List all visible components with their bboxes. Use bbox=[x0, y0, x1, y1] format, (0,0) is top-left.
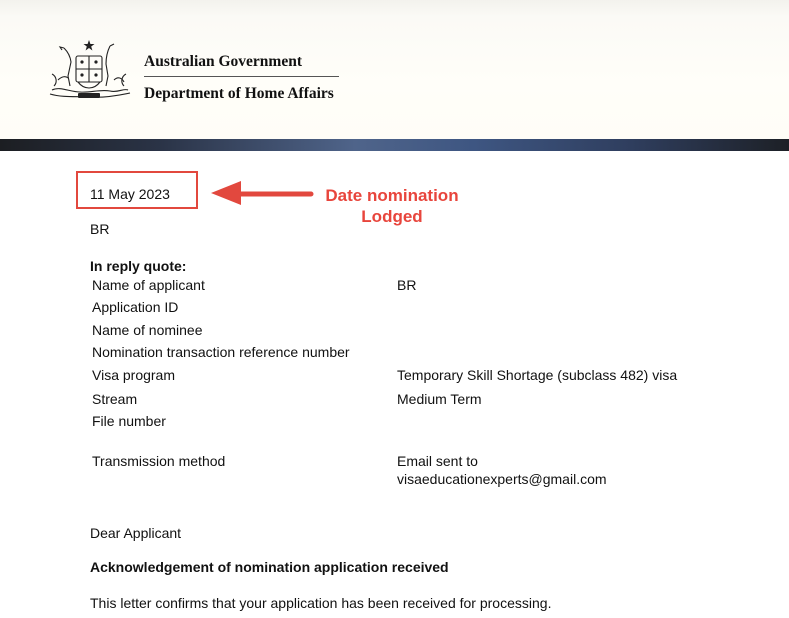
date-annotation bbox=[300, 185, 484, 227]
annotation-line-2: Lodged bbox=[361, 207, 423, 226]
letterhead bbox=[0, 0, 789, 139]
field-label: Visa program bbox=[92, 367, 176, 383]
addressee: BR bbox=[90, 221, 110, 237]
field-label: Name of nominee bbox=[92, 322, 203, 338]
field-value: Medium Term bbox=[397, 391, 482, 407]
field-label: Application ID bbox=[92, 299, 179, 315]
date-highlight-box bbox=[76, 171, 198, 209]
field-label: Stream bbox=[92, 391, 138, 407]
field-label: Name of applicant bbox=[92, 277, 205, 293]
coat-of-arms-icon bbox=[44, 36, 134, 104]
salutation: Dear Applicant bbox=[90, 525, 182, 541]
header-band bbox=[0, 139, 789, 151]
email-address: visaeducationexperts@gmail.com bbox=[397, 471, 607, 487]
field-label: File number bbox=[92, 413, 166, 429]
reply-quote-label: In reply quote: bbox=[90, 258, 187, 274]
annotation-line-1: Date nomination bbox=[325, 186, 459, 205]
letter-body: This letter confirms that your application has been received for processing. bbox=[90, 595, 552, 611]
field-value: BR bbox=[397, 277, 417, 293]
annotation-arrow-icon bbox=[205, 178, 315, 208]
letter-date: 11 May 2023 bbox=[90, 186, 170, 202]
header-divider bbox=[144, 76, 339, 77]
field-label: Nomination transaction reference number bbox=[92, 344, 350, 360]
field-value: Email sent to bbox=[397, 453, 478, 469]
department-name: Department of Home Affairs bbox=[144, 85, 334, 102]
government-name: Australian Government bbox=[144, 53, 303, 70]
letter-subject: Acknowledgement of nomination application received bbox=[90, 559, 449, 575]
field-label: Transmission method bbox=[92, 453, 226, 469]
field-value: Temporary Skill Shortage (subclass 482) visa bbox=[397, 367, 678, 383]
